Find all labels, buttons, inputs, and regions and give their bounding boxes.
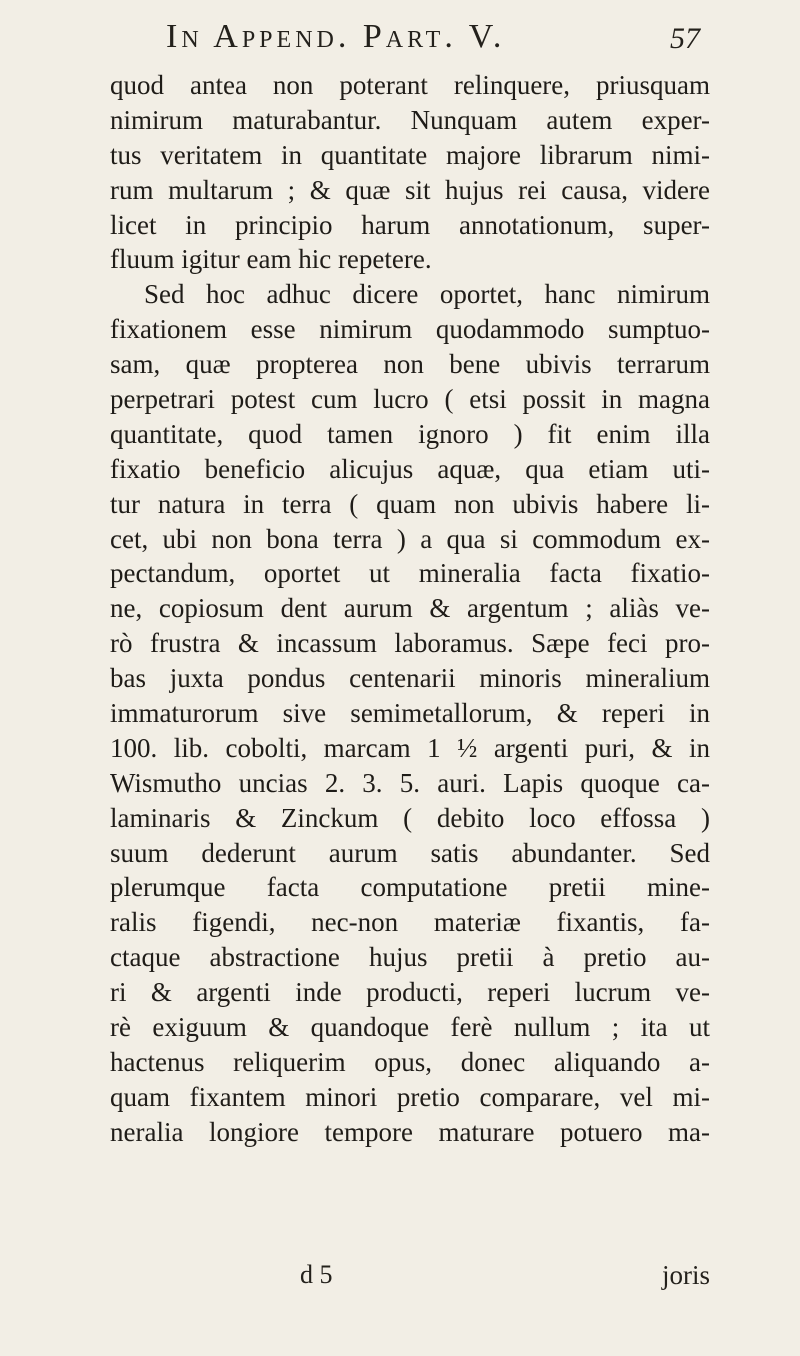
body-text xyxy=(110,68,710,1150)
text-line: neralia longiore tempore maturare potuero ma- xyxy=(110,1116,710,1147)
catchword: joris xyxy=(661,1260,710,1290)
text-line: fixatio beneficio alicujus aquæ, qua etiam uti- xyxy=(110,453,710,484)
text-line: quam fixantem minori pretio comparare, vel mi- xyxy=(110,1081,710,1112)
text-line: ri & argenti inde producti, reperi lucrum ve- xyxy=(110,977,710,1008)
text-line: quantitate, quod tamen ignoro ) fit enim illa xyxy=(110,418,710,449)
text-line: bas juxta pondus centenarii minoris mineralium xyxy=(110,663,710,694)
text-line: rè exiguum & quandoque ferè nullum ; ita ut xyxy=(110,1012,710,1043)
text-line: Sed hoc adhuc dicere oportet, hanc nimirum xyxy=(144,279,710,310)
text-line: ne, copiosum dent aurum & argentum ; aliàs ve- xyxy=(110,593,710,624)
text-line: Wismutho uncias 2. 3. 5. auri. Lapis quoque ca- xyxy=(110,767,710,798)
running-head: In Append. Part. V. xyxy=(166,18,506,55)
text-line: rum multarum ; & quæ sit hujus rei causa, videre xyxy=(110,174,710,205)
text-line: rò frustra & incassum laboramus. Sæpe feci pro- xyxy=(110,628,710,659)
text-line: immaturorum sive semimetallorum, & reperi in xyxy=(110,698,710,729)
page-header xyxy=(110,18,700,64)
text-line: ralis figendi, nec-non materiæ fixantis, fa- xyxy=(110,907,710,938)
text-line: hactenus reliquerim opus, donec aliquando a- xyxy=(110,1046,710,1077)
text-line: perpetrari potest cum lucro ( etsi possit in magna xyxy=(110,384,710,415)
text-line: ctaque abstractione hujus pretii à pretio au- xyxy=(110,942,710,973)
text-line: licet in principio harum annotationum, super- xyxy=(110,209,710,240)
text-line: 100. lib. cobolti, marcam 1 ½ argenti puri, & in xyxy=(110,732,710,763)
text-line: cet, ubi non bona terra ) a qua si commodum ex- xyxy=(110,523,710,554)
page-number: 57 xyxy=(670,22,700,55)
text-line: suum dederunt aurum satis abundanter. Sed xyxy=(110,837,710,868)
text-line: laminaris & Zinckum ( debito loco effossa ) xyxy=(110,802,710,833)
text-line: sam, quæ propterea non bene ubivis terrarum xyxy=(110,349,710,380)
signature-mark: d 5 xyxy=(300,1260,333,1289)
text-line: quod antea non poterant relinquere, priusquam xyxy=(110,70,710,100)
text-line: plerumque facta computatione pretii mine- xyxy=(110,872,710,903)
text-line: pectandum, oportet ut mineralia facta fixatio- xyxy=(110,558,710,589)
page-footer xyxy=(110,1260,710,1294)
text-line: fixationem esse nimirum quodammodo sumptuo- xyxy=(110,314,710,345)
text-line: nimirum maturabantur. Nunquam autem exper- xyxy=(110,104,710,135)
text-line: tur natura in terra ( quam non ubivis habere li- xyxy=(110,488,710,519)
text-line: fluum igitur eam hic repetere. xyxy=(110,244,432,275)
text-line: tus veritatem in quantitate majore librarum nimi- xyxy=(110,139,710,170)
